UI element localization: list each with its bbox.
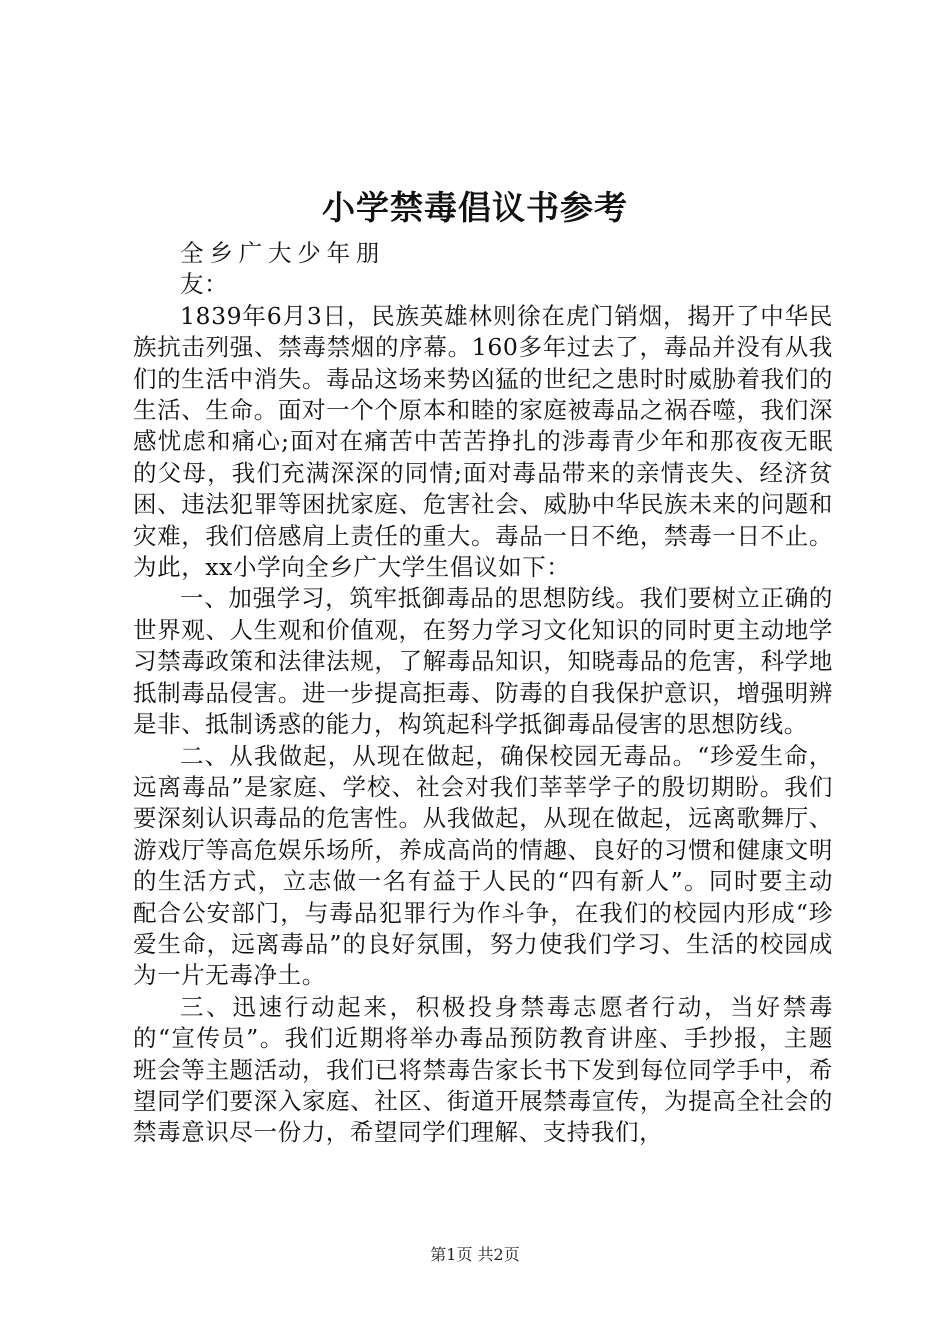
- salutation: 全乡广大少年朋友：: [180, 239, 380, 299]
- document-title: 小学禁毒倡议书参考: [322, 188, 628, 227]
- paragraph-intro: 1839年6月3日，民族英雄林则徐在虎门销烟，揭开了中华民族抗击列强、禁毒禁烟的序幕。160多年过去了，毒品并没有从我们的生活中消失。毒品这场来势凶猛的世纪之患时时威胁着我们的生活、生命。面对一个个原本和睦的家庭被毒品之祸吞噬，我们深感忧虑和痛心;面对在痛苦中苦苦挣扎的涉毒青少年和那夜夜无眠的父母，我们充满深深的同情;面对毒品带来的亲情丧失、经济贫困、违法犯罪等困扰家庭、危害社会、威胁中华民族未来的问题和灾难，我们倍感肩上责任的重大。毒品一日不绝，禁毒一日不止。为此，xx小学向全乡广大学生倡议如下：: [133, 301, 833, 582]
- page-number: 第1页 共2页: [430, 1245, 520, 1264]
- paragraph-point-1: 一、加强学习，筑牢抵御毒品的思想防线。我们要树立正确的世界观、人生观和价值观，在努力学习文化知识的同时更主动地学习禁毒政策和法律法规，了解毒品知识，知晓毒品的危害，科学地抵制毒品侵害。进一步提高拒毒、防毒的自我保护意识，增强明辨是非、抵制诱惑的能力，构筑起科学抵御毒品侵害的思想防线。: [133, 584, 833, 739]
- paragraph-point-2: 二、从我做起，从现在做起，确保校园无毒品。“珍爱生命，远离毒品”是家庭、学校、社会对我们莘莘学子的殷切期盼。我们要深刻认识毒品的危害性。从我做起，从现在做起，远离歌舞厅、游戏厅等高危娱乐场所，养成高尚的情趣、良好的习惯和健康文明的生活方式，立志做一名有益于人民的“四有新人”。同时要主动配合公安部门，与毒品犯罪行为作斗争，在我们的校园内形成“珍爱生命，远离毒品”的良好氛围，努力使我们学习、生活的校园成为一片无毒净土。: [133, 741, 833, 990]
- document-body: [133, 238, 833, 1149]
- paragraph-point-3: 三、迅速行动起来，积极投身禁毒志愿者行动，当好禁毒的“宣传员”。我们近期将举办毒品预防教育讲座、手抄报，主题班会等主题活动，我们已将禁毒告家长书下发到每位同学手中，希望同学们要深入家庭、社区、街道开展禁毒宣传，为提高全社会的禁毒意识尽一份力，希望同学们理解、支持我们，: [133, 992, 833, 1147]
